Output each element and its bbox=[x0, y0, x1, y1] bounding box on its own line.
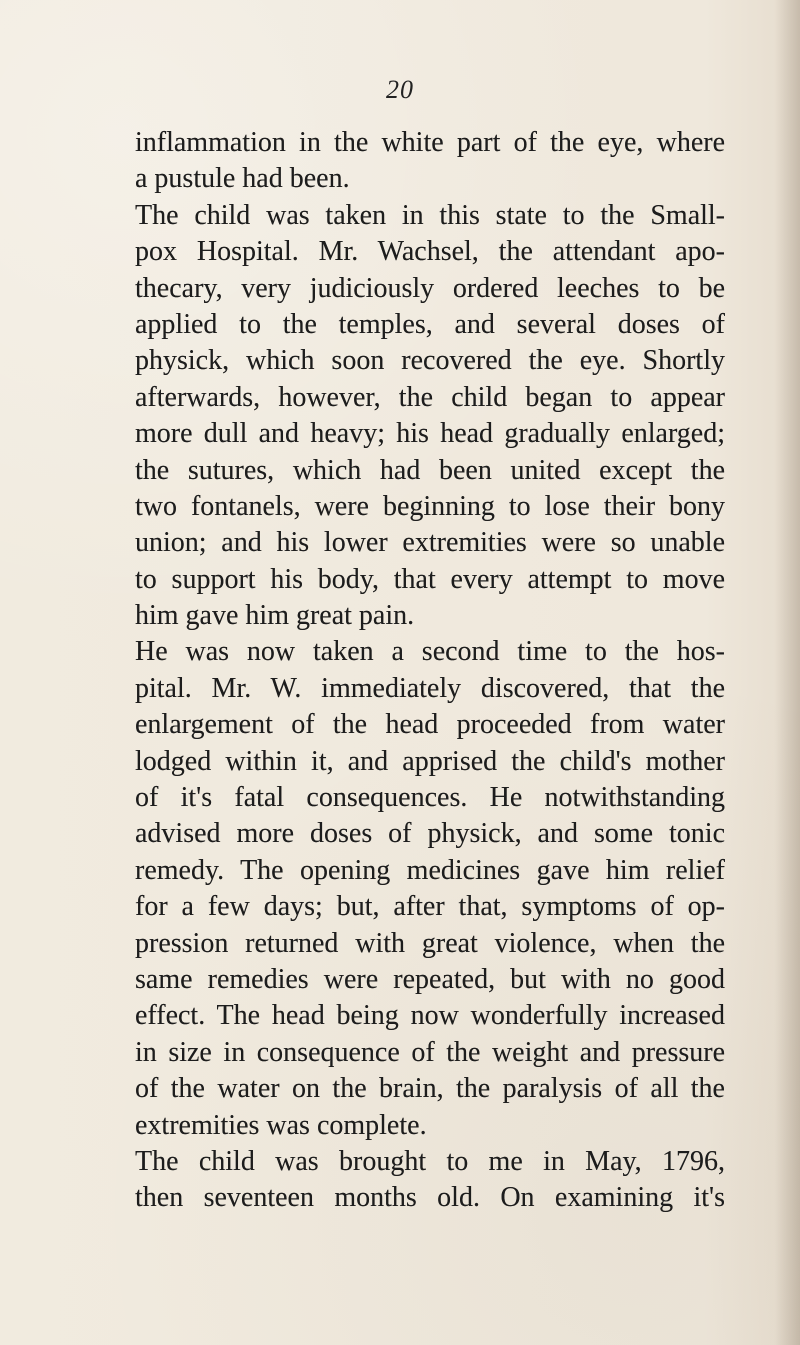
page-number: 20 bbox=[386, 75, 414, 104]
text-line: then seventeen months old. On examining it's bbox=[135, 1182, 725, 1214]
text-line: The child was taken in this state to the Small- bbox=[135, 199, 725, 231]
text-line: for a few days; but, after that, symptoms of op- bbox=[135, 891, 725, 923]
text-line: of it's fatal consequences. He notwithstanding bbox=[135, 782, 725, 814]
text-line: a pustule had been. bbox=[135, 163, 350, 195]
text-line: of the water on the brain, the paralysis of all the bbox=[135, 1073, 725, 1105]
text-line: advised more doses of physick, and some tonic bbox=[135, 818, 725, 850]
text-line: inflammation in the white part of the eye, where bbox=[135, 127, 725, 158]
text-line: He was now taken a second time to the hos- bbox=[135, 636, 725, 668]
page-text bbox=[135, 125, 725, 1217]
text-line: pox Hospital. Mr. Wachsel, the attendant apo- bbox=[135, 236, 725, 268]
text-line: two fontanels, were beginning to lose their bony bbox=[135, 490, 725, 522]
text-line: effect. The head being now wonderfully increased bbox=[135, 1000, 725, 1032]
text-line: pression returned with great violence, when the bbox=[135, 927, 725, 959]
text-line: thecary, very judiciously ordered leeches to be bbox=[135, 272, 725, 304]
text-line: him gave him great pain. bbox=[135, 600, 415, 632]
text-line: same remedies were repeated, but with no good bbox=[135, 963, 725, 995]
text-line: to support his body, that every attempt to move bbox=[135, 563, 725, 595]
text-line: enlargement of the head proceeded from water bbox=[135, 709, 725, 741]
text-line: The child was brought to me in May, 1796, bbox=[135, 1145, 725, 1177]
text-line: more dull and heavy; his head gradually enlarged; bbox=[135, 418, 725, 450]
text-line: lodged within it, and apprised the child's mother bbox=[135, 745, 725, 777]
text-line: pital. Mr. W. immediately discovered, that the bbox=[135, 672, 725, 704]
text-line: union; and his lower extremities were so unable bbox=[135, 527, 725, 559]
text-line: remedy. The opening medicines gave him relief bbox=[135, 854, 725, 886]
text-line: applied to the temples, and several doses of bbox=[135, 308, 725, 340]
text-line: the sutures, which had been united except the bbox=[135, 454, 725, 486]
text-line: afterwards, however, the child began to appear bbox=[135, 381, 725, 413]
page-edge-shadow bbox=[774, 0, 800, 1345]
text-line: extremities was complete. bbox=[135, 1109, 427, 1141]
text-line: in size in consequence of the weight and pressure bbox=[135, 1036, 725, 1068]
text-line: physick, which soon recovered the eye. Shortly bbox=[135, 345, 725, 377]
